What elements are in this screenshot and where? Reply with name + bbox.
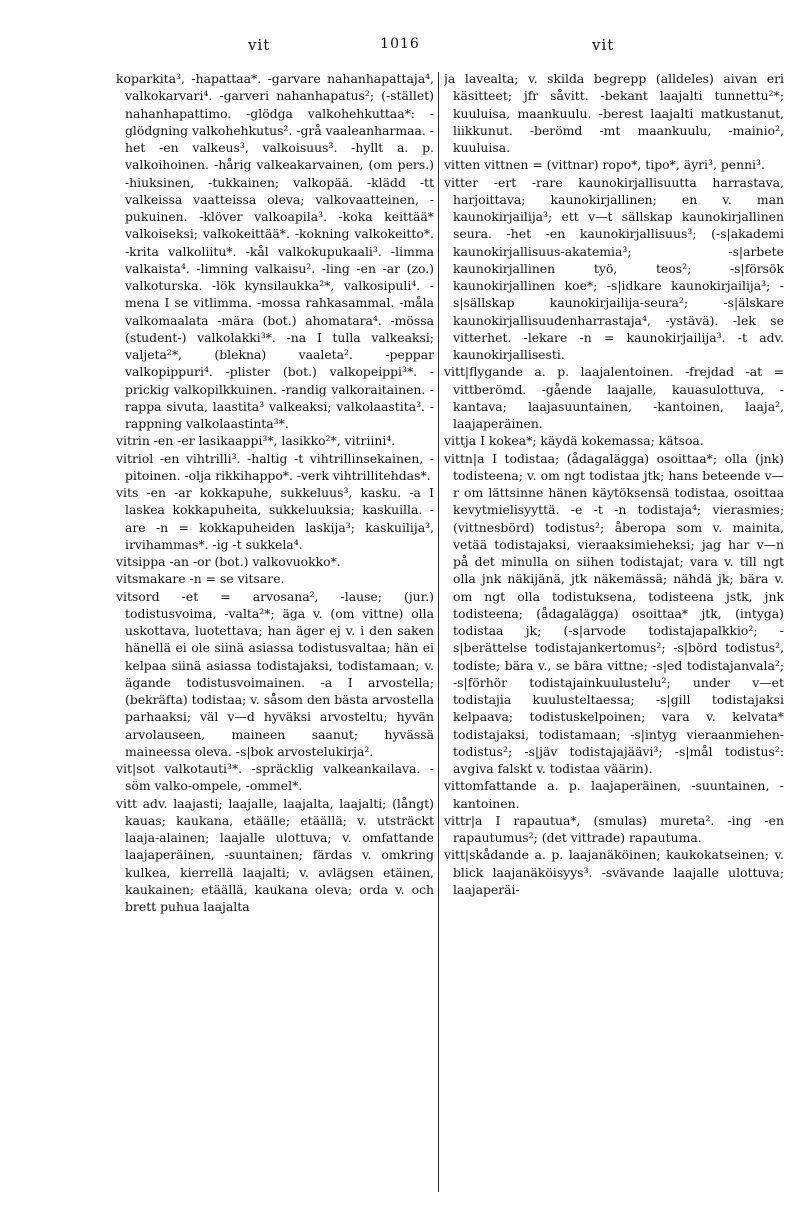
dictionary-entry: vittja I kokea*; käydä kokemassa; kätsoa. xyxy=(444,433,704,449)
dictionary-entry: vittn|a I todistaa; (ådagalägga) osoittaa*; olla (jnk) todisteena; v. om ngt todistaa jtk; hans beteende v—r om lättsinne hänen käytöksensä todistaa, osoittaa kevytmielisyyttä. -e -t -n todistaja⁴; vierasmies; (vittnesbörd) todistus²; åberopa som v. mainita, vetää todistajaksi, vieraaksimieheksi; jag har v—n på det minulla on siihen todistajat; vara v. till ngt olla jnk näkijänä, jtk näkemässä; nähdä jk; bära v. om ngt olla todistuksena, todisteena jstk, jnk todisteena; (ådagalägga) osoittaa* jtk, (intyga) todistaa jk; (-s|arvode todistajapalkkio²; -s|berättelse todistajankertomus²; -s|börd todistus², todiste; bära v., se bära vittne; -s|ed todistajanvala²; -s|förhör todistajainkuulustelu²; under v—et todistajia kuulusteltaessa; -s|gill todistajaksi kelpaava; todistuskelpoinen; vara v. kelvata* todistajaksi, todistamaan; -s|intyg vieraanmiehen-todistus²; -s|jäv todistajajäävi³; -s|mål todistus²: avgiva falskt v. todistaa väärin). xyxy=(444,450,784,776)
dictionary-entry: vitriol -en vihtrilli³. -haltig -t vihtrillinsekainen, -pitoinen. -olja rikkihappo*. -verk vihtrillitehdas*. xyxy=(116,450,434,483)
dictionary-entry: vitsmakare -n = se vitsare. xyxy=(116,571,285,587)
dictionary-entry: vittomfattande a. p. laajaperäinen, -suuntainen, -kantoinen. xyxy=(444,778,784,811)
header-left-guideword: vit xyxy=(248,36,271,54)
dictionary-entry: vit|sot valkotauti³*. -spräcklig valkeankailava. -söm valko-ompele, -ommel*. xyxy=(116,761,434,794)
column-divider xyxy=(438,72,439,1192)
dictionary-entry: vitter -ert -rare kaunokirjallisuutta harrastava, harjoittava; kaunokirjallinen; en v. man kaunokirjailija³; ett v—t sällskap kaunokirjallinen seura. -het -en kaunokirjallisuus³; (-s|akademi kaunokirjallisuus-akatemia³; -s|arbete kaunokirjallinen työ, teos²; -s|försök kaunokirjallinen koe*; -s|idkare kaunokirjailija³; -s|sällskap kaunokirjailija-seura²; -s|älskare kaunokirjallisuudenharrastaja⁴, -ystävä). -lek se vitterhet. -lekare -n = kaunokirjailija³. -t adv. kaunokirjallisesti. xyxy=(444,174,784,362)
dictionary-entry: vitt adv. laajasti; laajalle, laajalta, laajalti; (långt) kauas; kaukana, etäälle; etäällä; v. utsträckt laaja-alainen; laajalle ulottuva; v. omfattande laajaperäinen, -suuntainen; färdas v. omkring kulkea, kierrellä laajalti; v. avlägsen etäinen, kaukainen; etäällä, kaukana oleva; orda v. och brett puhua laajalta xyxy=(116,795,434,914)
dictionary-entry: vits -en -ar kokkapuhe, sukkeluus³, kasku. -a I laskea kokkapuheita, sukkeluuksia; kaskuilla. -are -n = kokkapuheiden laskija³; kaskuilija³, irvihammas*. -ig -t sukkela⁴. xyxy=(116,485,434,552)
right-column xyxy=(444,70,784,1195)
dictionary-entry: koparkita³, -hapattaa*. -garvare nahanhapattaja⁴, valkokarvari⁴. -garveri nahanhapatus²; (-stället) nahanhapattimo. -glödga valkohehkuttaa*: -glödgning valkohehkutus². -grå vaaleanharmaa. -het -en valkeus³, valkoisuus³. -hyllt a. p. valkoihoinen. -hårig valkeakarvainen, (om pers.) -hiuksinen, -tukkainen; valkopää. -klädd -tt valkeissa vaatteissa oleva; valkovaatteinen, -pukuinen. -klöver valkoapila³. -koka keittää* valkoiseksi; valkokeittää*. -kokning valkokeitto*. -krita valkoliitu*. -kål valkokupukaali³. -limma valkaista⁴. -limning valkaisu². -ling -en -ar (zo.) valkoturska. -lök kynsilaukka²*, valkosipuli⁴. -mena I se vitlimma. -mossa rahkasammal. -måla valkomaalata -mära (bot.) ahomatara⁴. -mössa (student-) valkolakki³*. -na I tulla valkeaksi; valjeta²*, (blekna) vaaleta². -peppar valkopippuri⁴. -plister (bot.) valkopeippi³*. -prickig valkopilkkuinen. -randig valkoraitainen. -rappa sivuta, laastita³ valkeaksi; valkolaastita³. -rappning valkolaastinta³*. xyxy=(116,71,434,431)
page-header xyxy=(0,36,792,58)
dictionary-entry: vitsord -et = arvosana², -lause; (jur.) todistusvoima, -valta²*; äga v. (om vittne) olla uskottava, luotettava; han äger ej v. i den saken hänellä ei ole siinä asiassa todistusvaltaa; hän ei kelpaa siinä asiassa todistajaksi, todistamaan; v. ägande todistusvoimainen. -a I arvostella; (bekräfta) todistaa; v. såsom den bästa arvostella parhaaksi; väl v—d hyväksi arvosteltu; hyvän arvolauseen, maineen saanut; hyvässä maineessa oleva. -s|bok arvostelukirja². xyxy=(116,588,434,759)
dictionary-entry: vitrin -en -er lasikaappi³*, lasikko²*, vitriini⁴. xyxy=(116,433,396,449)
header-right-guideword: vit xyxy=(592,36,615,54)
dictionary-entry: vitten vittnen = (vittnar) ropo*, tipo*, äyri³, penni³. xyxy=(444,157,765,173)
dictionary-entry: vitt|skådande a. p. laajanäköinen; kaukokatseinen; v. blick laajanäköisyys³. -svävande laajalle ulottuva; laajaperäi- xyxy=(444,847,784,897)
left-column xyxy=(116,70,434,1195)
dictionary-entry: ja lavealta; v. skilda begrepp (alldeles) aivan eri käsitteet; jfr såvitt. -bekant laajalti tunnettu²*; kuuluisa, maankuulu. -berest laajalti matkustanut, liikkunut. -berömd -mt maankuulu, -mainio², kuuluisa. xyxy=(444,71,784,155)
dictionary-entry: vittr|a I rapautua*, (smulas) mureta². -ing -en rapautumus²; (det vittrade) rapautuma. xyxy=(444,812,784,845)
dictionary-entry: vitt|flygande a. p. laajalentoinen. -frejdad -at = vittberömd. -gående laajalle, kauasulottuva, -kantava; laajasuuntainen, -kantoinen, laaja², laajaperäinen. xyxy=(444,364,784,431)
dictionary-entry: vitsippa -an -or (bot.) valkovuokko*. xyxy=(116,554,341,569)
page-number: 1016 xyxy=(380,36,420,52)
